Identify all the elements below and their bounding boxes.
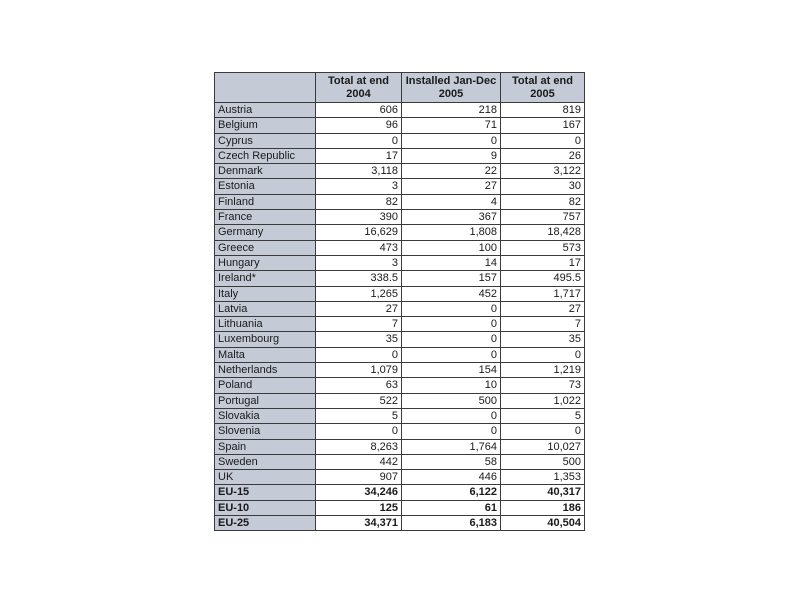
value-cell: 34,371: [316, 516, 402, 531]
value-cell: 100: [402, 240, 501, 255]
table-row: [215, 240, 585, 255]
value-cell: 0: [402, 347, 501, 362]
value-cell: 473: [316, 240, 402, 255]
value-cell: 0: [402, 301, 501, 316]
header-cell-total-2005: Total at end 2005: [501, 73, 585, 103]
value-cell: 10,027: [501, 439, 585, 454]
header-row: [215, 73, 585, 103]
value-cell: 35: [501, 332, 585, 347]
row-label-cell: UK: [215, 470, 316, 485]
value-cell: 58: [402, 454, 501, 469]
value-cell: 819: [501, 103, 585, 118]
value-cell: 22: [402, 164, 501, 179]
value-cell: 6,183: [402, 516, 501, 531]
value-cell: 0: [402, 317, 501, 332]
value-cell: 27: [501, 301, 585, 316]
value-cell: 0: [501, 424, 585, 439]
value-cell: 495.5: [501, 271, 585, 286]
total-row: [215, 485, 585, 500]
table-row: [215, 210, 585, 225]
value-cell: 63: [316, 378, 402, 393]
table-row: [215, 118, 585, 133]
value-cell: 82: [316, 194, 402, 209]
value-cell: 0: [402, 408, 501, 423]
value-cell: 9: [402, 148, 501, 163]
table-row: [215, 408, 585, 423]
table-header: [215, 73, 585, 103]
row-label-cell: Czech Republic: [215, 148, 316, 163]
row-label-cell: France: [215, 210, 316, 225]
table-row: [215, 271, 585, 286]
value-cell: 3: [316, 179, 402, 194]
row-label-cell: Slovakia: [215, 408, 316, 423]
table-row: [215, 133, 585, 148]
value-cell: 157: [402, 271, 501, 286]
row-label-cell: Spain: [215, 439, 316, 454]
value-cell: 338.5: [316, 271, 402, 286]
table-row: [215, 439, 585, 454]
row-label-cell: Italy: [215, 286, 316, 301]
value-cell: 167: [501, 118, 585, 133]
value-cell: 18,428: [501, 225, 585, 240]
value-cell: 73: [501, 378, 585, 393]
value-cell: 0: [402, 133, 501, 148]
value-cell: 0: [316, 133, 402, 148]
row-label-cell: Sweden: [215, 454, 316, 469]
value-cell: 27: [402, 179, 501, 194]
table-row: [215, 286, 585, 301]
value-cell: 0: [316, 347, 402, 362]
row-label-cell: Hungary: [215, 255, 316, 270]
row-label-cell: Austria: [215, 103, 316, 118]
header-cell-corner: [215, 73, 316, 103]
value-cell: 125: [316, 500, 402, 515]
value-cell: 1,022: [501, 393, 585, 408]
row-label-cell: Germany: [215, 225, 316, 240]
value-cell: 96: [316, 118, 402, 133]
row-label-cell: Belgium: [215, 118, 316, 133]
value-cell: 82: [501, 194, 585, 209]
table-row: [215, 347, 585, 362]
value-cell: 1,808: [402, 225, 501, 240]
value-cell: 390: [316, 210, 402, 225]
value-cell: 606: [316, 103, 402, 118]
row-label-cell: Malta: [215, 347, 316, 362]
value-cell: 1,219: [501, 363, 585, 378]
value-cell: 30: [501, 179, 585, 194]
row-label-cell: Netherlands: [215, 363, 316, 378]
value-cell: 26: [501, 148, 585, 163]
table-row: [215, 470, 585, 485]
value-cell: 1,717: [501, 286, 585, 301]
total-row: [215, 500, 585, 515]
value-cell: 5: [501, 408, 585, 423]
table-row: [215, 317, 585, 332]
value-cell: 0: [501, 133, 585, 148]
value-cell: 446: [402, 470, 501, 485]
table-row: [215, 194, 585, 209]
row-label-cell: Denmark: [215, 164, 316, 179]
table-row: [215, 363, 585, 378]
row-label-cell: Poland: [215, 378, 316, 393]
value-cell: 3,118: [316, 164, 402, 179]
row-label-cell: EU-15: [215, 485, 316, 500]
row-label-cell: Estonia: [215, 179, 316, 194]
value-cell: 1,265: [316, 286, 402, 301]
value-cell: 186: [501, 500, 585, 515]
value-cell: 16,629: [316, 225, 402, 240]
table-row: [215, 225, 585, 240]
value-cell: 0: [316, 424, 402, 439]
value-cell: 17: [501, 255, 585, 270]
value-cell: 61: [402, 500, 501, 515]
table-row: [215, 164, 585, 179]
value-cell: 34,246: [316, 485, 402, 500]
value-cell: 0: [402, 332, 501, 347]
value-cell: 7: [316, 317, 402, 332]
value-cell: 1,079: [316, 363, 402, 378]
value-cell: 452: [402, 286, 501, 301]
row-label-cell: Lithuania: [215, 317, 316, 332]
table-row: [215, 378, 585, 393]
row-label-cell: Finland: [215, 194, 316, 209]
value-cell: 5: [316, 408, 402, 423]
value-cell: 10: [402, 378, 501, 393]
table-row: [215, 103, 585, 118]
value-cell: 3: [316, 255, 402, 270]
table-row: [215, 148, 585, 163]
value-cell: 7: [501, 317, 585, 332]
value-cell: 0: [501, 347, 585, 362]
value-cell: 907: [316, 470, 402, 485]
header-cell-installed-2005: Installed Jan-Dec 2005: [402, 73, 501, 103]
value-cell: 35: [316, 332, 402, 347]
value-cell: 3,122: [501, 164, 585, 179]
table-row: [215, 255, 585, 270]
value-cell: 500: [501, 454, 585, 469]
value-cell: 522: [316, 393, 402, 408]
row-label-cell: Latvia: [215, 301, 316, 316]
value-cell: 442: [316, 454, 402, 469]
row-label-cell: EU-10: [215, 500, 316, 515]
value-cell: 17: [316, 148, 402, 163]
value-cell: 1,764: [402, 439, 501, 454]
value-cell: 40,317: [501, 485, 585, 500]
table-row: [215, 454, 585, 469]
value-cell: 154: [402, 363, 501, 378]
table-row: [215, 393, 585, 408]
table-row: [215, 332, 585, 347]
row-label-cell: Slovenia: [215, 424, 316, 439]
row-label-cell: Cyprus: [215, 133, 316, 148]
value-cell: 14: [402, 255, 501, 270]
table-row: [215, 424, 585, 439]
value-cell: 757: [501, 210, 585, 225]
header-cell-total-2004: Total at end 2004: [316, 73, 402, 103]
table-row: [215, 179, 585, 194]
value-cell: 573: [501, 240, 585, 255]
row-label-cell: Luxembourg: [215, 332, 316, 347]
value-cell: 40,504: [501, 516, 585, 531]
table-row: [215, 301, 585, 316]
value-cell: 4: [402, 194, 501, 209]
value-cell: 0: [402, 424, 501, 439]
table-body: [215, 103, 585, 531]
row-label-cell: Ireland*: [215, 271, 316, 286]
row-label-cell: EU-25: [215, 516, 316, 531]
value-cell: 6,122: [402, 485, 501, 500]
value-cell: 71: [402, 118, 501, 133]
row-label-cell: Greece: [215, 240, 316, 255]
value-cell: 27: [316, 301, 402, 316]
value-cell: 367: [402, 210, 501, 225]
capacity-table: [214, 72, 585, 531]
value-cell: 500: [402, 393, 501, 408]
value-cell: 1,353: [501, 470, 585, 485]
value-cell: 8,263: [316, 439, 402, 454]
total-row: [215, 516, 585, 531]
row-label-cell: Portugal: [215, 393, 316, 408]
value-cell: 218: [402, 103, 501, 118]
